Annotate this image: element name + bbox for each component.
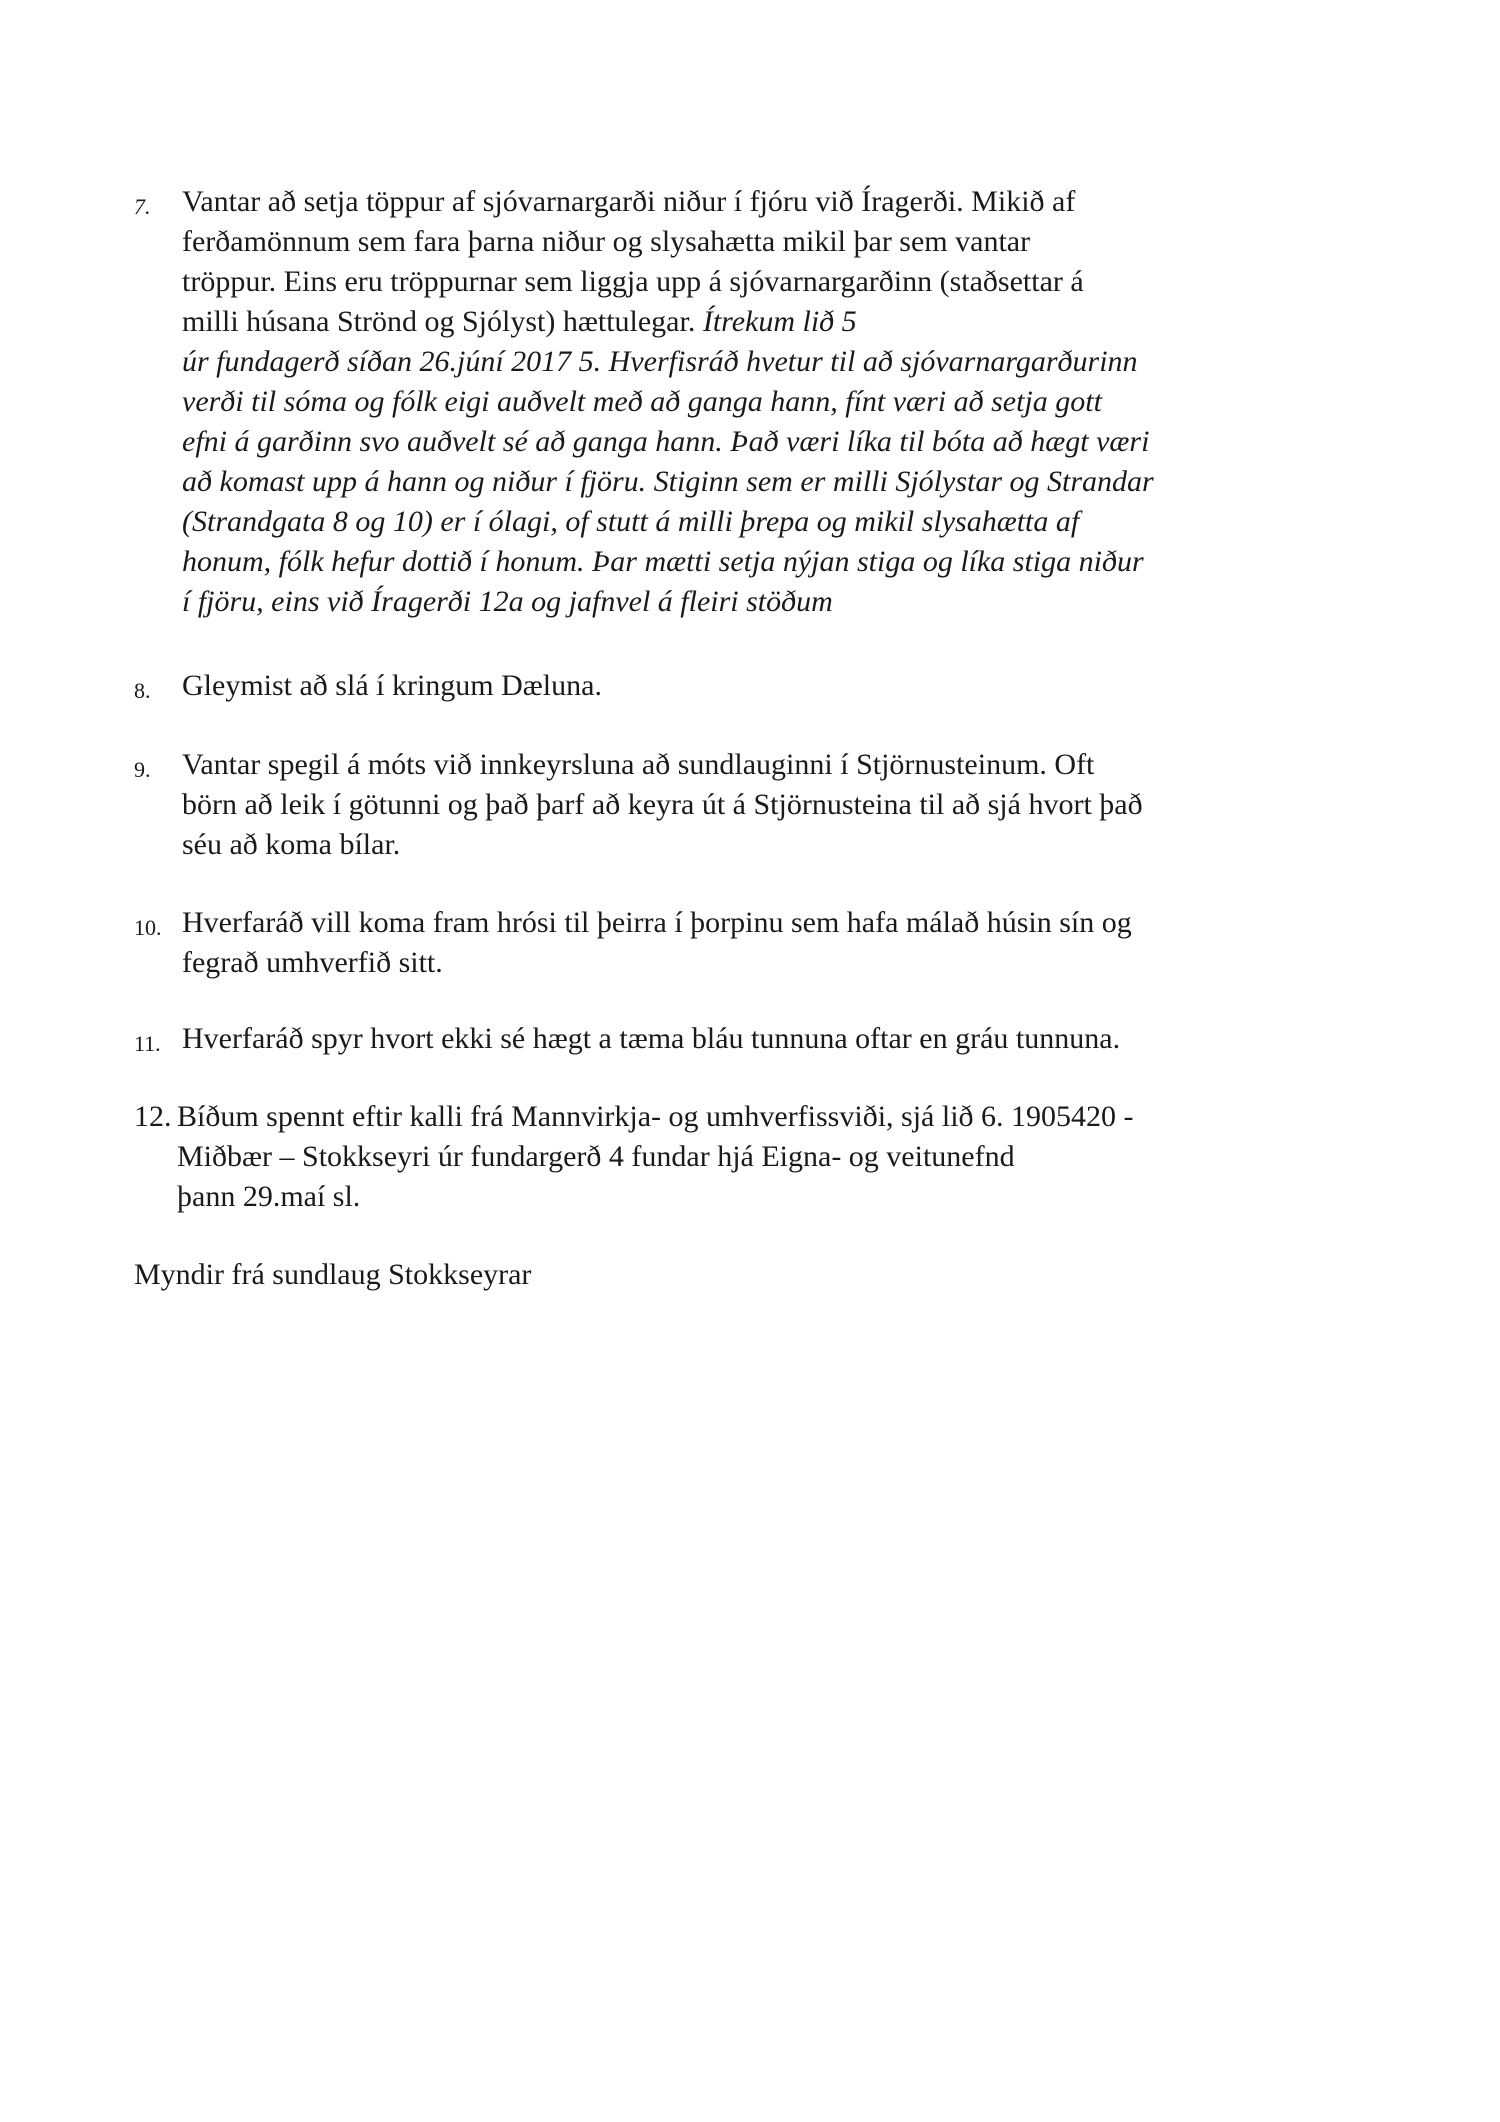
- item-text-line: ferðamönnum sem fara þarna niður og slysahætta mikil þar sem vantar: [182, 225, 1031, 258]
- list-item-7: [134, 182, 1364, 622]
- list-number: 8.: [134, 678, 151, 703]
- item-text-line: börn að leik í götunni og það þarf að keyra út á Stjörnusteina til að sjá hvort það: [182, 788, 1143, 821]
- item-text-line-italic: að komast upp á hann og niður í fjöru. Stiginn sem er milli Sjólystar og Strandar: [182, 465, 1154, 498]
- item-text-line: tröppur. Eins eru tröppurnar sem liggja upp á sjóvarnargarðinn (staðsettar á: [182, 265, 1084, 298]
- item-text-line: fegrað umhverfið sitt.: [182, 946, 443, 979]
- item-text-line-italic: í fjöru, eins við Íragerði 12a og jafnvel á fleiri stöðum: [182, 585, 833, 618]
- item-text-line-italic: efni á garðinn svo auðvelt sé að ganga hann. Það væri líka til bóta að hægt væri: [182, 425, 1150, 458]
- closing-text: Myndir frá sundlaug Stokkseyrar: [134, 1258, 532, 1291]
- item-text-line: Gleymist að slá í kringum Dæluna.: [182, 669, 602, 702]
- list-number: 9.: [134, 757, 151, 782]
- item-text-line-italic: úr fundagerð síðan 26.júní 2017 5. Hverfisráð hvetur til að sjóvarnargarðurinn: [182, 345, 1138, 378]
- item-text-line-italic: (Strandgata 8 og 10) er í ólagi, of stutt á milli þrepa og mikil slysahætta af: [182, 505, 1080, 538]
- item-text-line: Hverfaráð spyr hvort ekki sé hægt a tæma bláu tunnuna oftar en gráu tunnuna.: [182, 1022, 1121, 1055]
- item-text-line: Miðbær – Stokkseyri úr fundargerð 4 fundar hjá Eigna- og veitunefnd: [177, 1140, 1015, 1173]
- item-text-line: Vantar spegil á móts við innkeyrsluna að sundlauginni í Stjörnusteinum. Oft: [182, 748, 1095, 781]
- list-number: 11.: [134, 1031, 161, 1056]
- item-text-italic: Ítrekum lið 5: [702, 305, 857, 338]
- item-text-line-italic: verði til sóma og fólk eigi auðvelt með að ganga hann, fínt væri að setja gott: [182, 385, 1102, 418]
- list-number: 7.: [134, 194, 151, 219]
- item-text-line: Vantar að setja töppur af sjóvarnargarði niður í fjóru við Íragerði. Mikið af: [182, 185, 1076, 218]
- item-text-normal: milli húsana Strönd og Sjólyst) hættulegar.: [182, 305, 703, 338]
- item-text-line: Hverfaráð vill koma fram hrósi til þeirra í þorpinu sem hafa málað húsin sín og: [182, 906, 1132, 939]
- list-number: 12.: [134, 1100, 172, 1133]
- list-item-8: [134, 666, 1364, 706]
- list-item-11: [134, 1019, 1364, 1059]
- item-text-line: Bíðum spennt eftir kalli frá Mannvirkja- og umhverfissviði, sjá lið 6. 1905420 -: [177, 1100, 1134, 1133]
- list-number: 10.: [134, 915, 162, 940]
- list-item-10: [134, 903, 1364, 983]
- list-item-12: [134, 1097, 1364, 1217]
- list-item-9: [134, 745, 1364, 865]
- item-text-line: þann 29.maí sl.: [177, 1180, 361, 1213]
- item-text-line: séu að koma bílar.: [182, 828, 401, 861]
- item-text-line-italic: honum, fólk hefur dottið í honum. Þar mætti setja nýjan stiga og líka stiga niður: [182, 545, 1144, 578]
- item-text-line: [134, 302, 1364, 342]
